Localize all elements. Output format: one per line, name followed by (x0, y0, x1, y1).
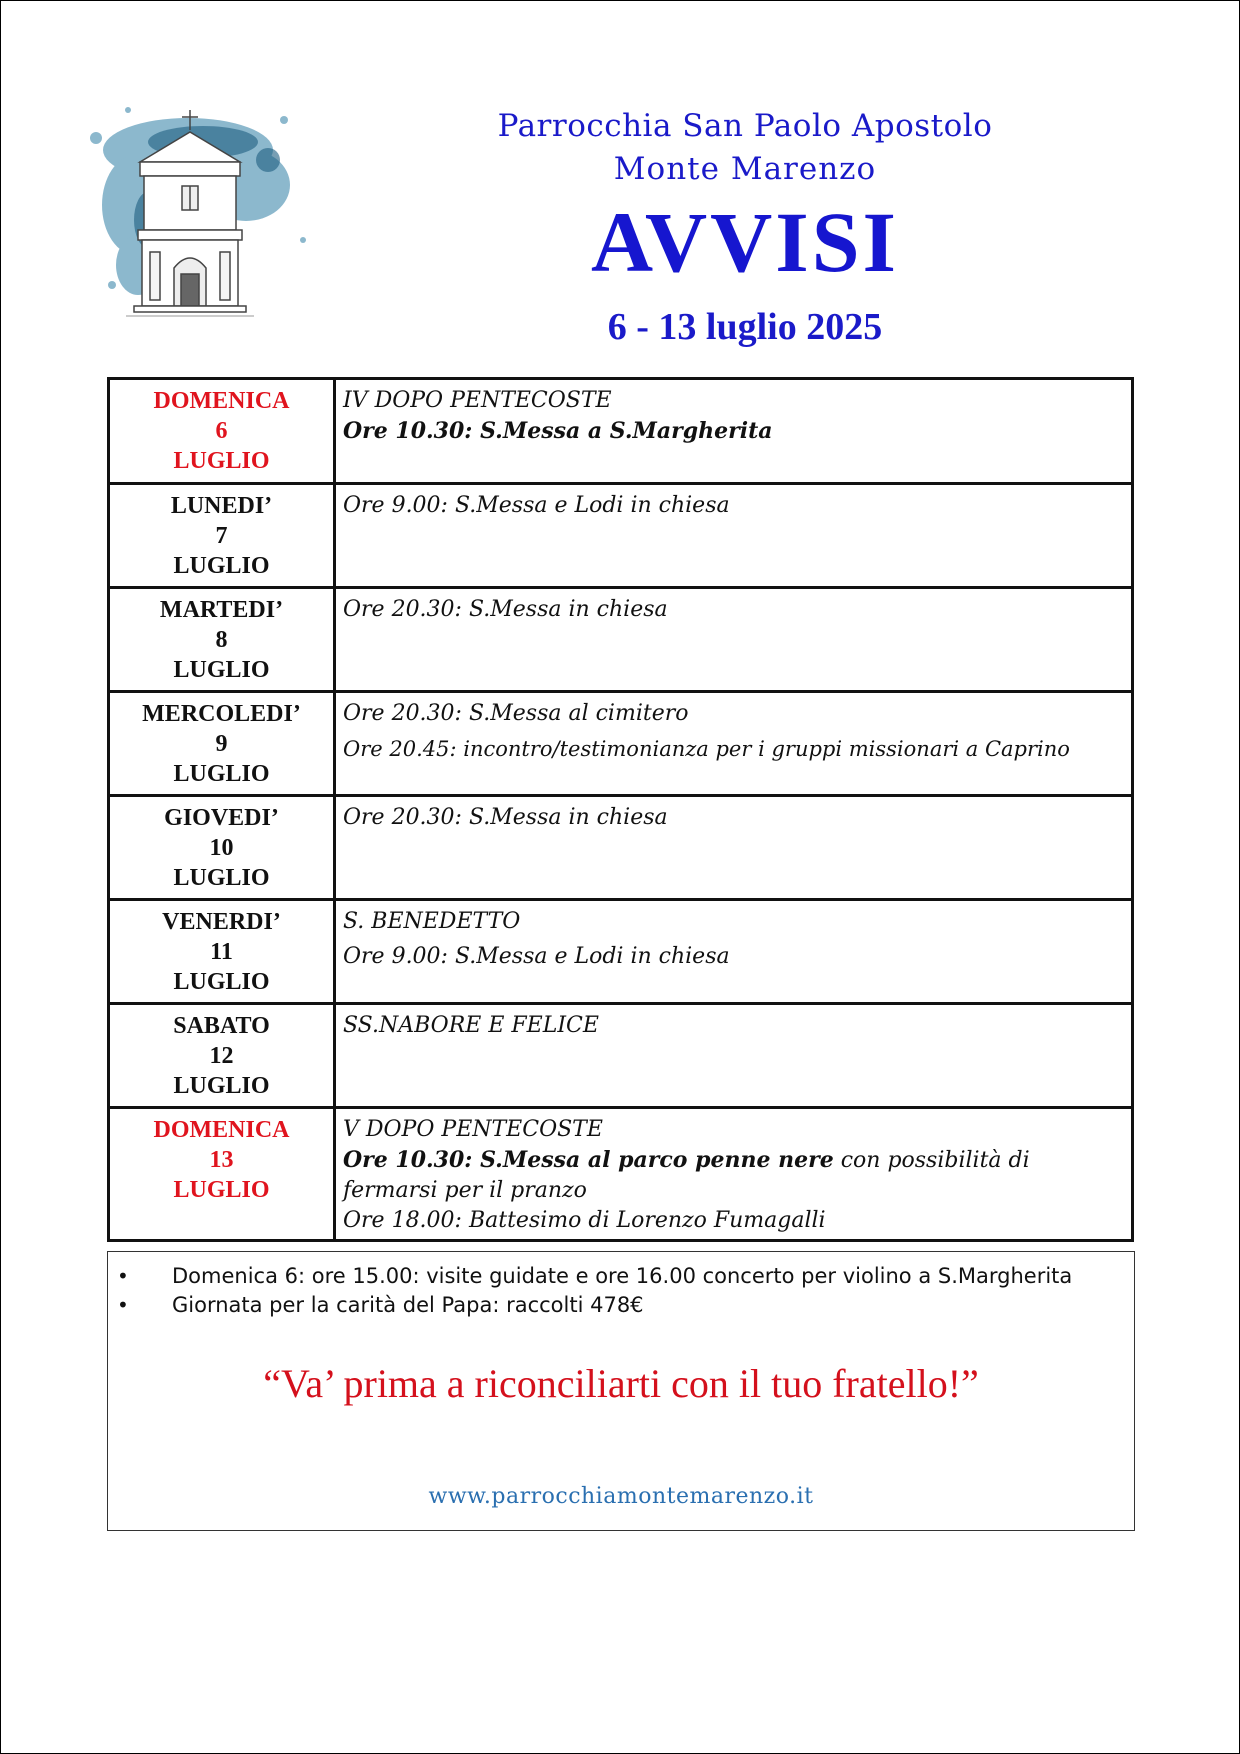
website-link[interactable]: www.parrocchiamontemarenzo.it (428, 1484, 814, 1509)
day-cell (109, 900, 335, 1004)
day-number: 9 (215, 731, 228, 757)
schedule-row (109, 796, 1133, 900)
event-cell (335, 900, 1133, 1004)
month-label: LUGLIO (173, 553, 270, 579)
day-cell (109, 484, 335, 588)
event-line: Ore 20.30: S.Messa in chiesa (343, 597, 668, 622)
month-label: LUGLIO (173, 865, 270, 891)
event-cell (335, 588, 1133, 692)
parish-name: Parrocchia San Paolo Apostolo (497, 108, 993, 144)
month-label: LUGLIO (173, 761, 270, 787)
day-number: 13 (209, 1147, 234, 1173)
day-cell (109, 379, 335, 484)
weekday-label: MARTEDI’ (159, 597, 284, 623)
event-line-mixed (343, 1145, 1125, 1206)
event-line: Ore 20.45: incontro/testimonianza per i gruppi missionari a Caprino (343, 737, 1070, 761)
event-line: Ore 9.00: S.Messa e Lodi in chiesa (343, 493, 730, 518)
schedule-table (107, 377, 1134, 1242)
month-label: LUGLIO (173, 1073, 270, 1099)
event-cell (335, 1004, 1133, 1108)
day-number: 7 (215, 523, 228, 549)
month-label: LUGLIO (173, 1177, 270, 1203)
event-line: IV DOPO PENTECOSTE (343, 388, 612, 413)
event-line: Ore 18.00: Battesimo di Lorenzo Fumagalli (343, 1208, 826, 1233)
schedule-row (109, 1004, 1133, 1108)
event-cell (335, 692, 1133, 796)
church-watercolor-icon (78, 90, 318, 335)
event-cell (335, 796, 1133, 900)
note-item: • Domenica 6: ore 15.00: visite guidate e ore 16.00 concerto per violino a S.Margherita (108, 1262, 1134, 1291)
day-cell (109, 588, 335, 692)
weekday-label: SABATO (173, 1013, 270, 1039)
event-line: Ore 20.30: S.Messa in chiesa (343, 805, 668, 830)
weekday-label: MERCOLEDI’ (142, 701, 301, 727)
event-line: Ore 9.00: S.Messa e Lodi in chiesa (343, 944, 730, 969)
month-label: LUGLIO (173, 969, 270, 995)
schedule-row (109, 900, 1133, 1004)
day-number: 12 (209, 1043, 234, 1069)
event-line: Ore 20.30: S.Messa al cimitero (343, 701, 689, 726)
date-range: 6 - 13 luglio 2025 (607, 306, 883, 348)
event-cell (335, 379, 1133, 484)
parish-town: Monte Marenzo (613, 151, 877, 187)
weekday-label: VENERDI’ (162, 909, 281, 935)
day-number: 10 (209, 835, 234, 861)
notes-box (107, 1251, 1135, 1531)
day-cell (109, 692, 335, 796)
schedule-row (109, 692, 1133, 796)
gospel-quote: “Va’ prima a riconciliarti con il tuo fratello!” (263, 1361, 979, 1406)
schedule-row (109, 484, 1133, 588)
notes-list (108, 1262, 1134, 1320)
page-title: AVVISI (591, 194, 899, 290)
month-label: LUGLIO (173, 448, 270, 474)
day-number: 11 (210, 939, 233, 965)
day-cell (109, 796, 335, 900)
day-cell (109, 1108, 335, 1241)
day-number: 6 (215, 418, 228, 444)
weekday-label: DOMENICA (153, 388, 290, 414)
schedule-row (109, 588, 1133, 692)
day-cell (109, 1004, 335, 1108)
schedule-row (109, 1108, 1133, 1241)
event-cell (335, 484, 1133, 588)
day-number: 8 (215, 627, 228, 653)
schedule-row (109, 379, 1133, 484)
note-item: • Giornata per la carità del Papa: raccolti 478€ (108, 1291, 1134, 1320)
event-cell (335, 1108, 1133, 1241)
event-line: Ore 10.30: S.Messa a S.Margherita (343, 418, 773, 444)
event-line: S. BENEDETTO (343, 909, 521, 934)
event-continuation: con possibilità di fermarsi per il pranzo (343, 1148, 1030, 1203)
weekday-label: LUNEDI’ (170, 493, 273, 519)
header (420, 105, 1070, 349)
event-line: V DOPO PENTECOSTE (343, 1117, 603, 1142)
weekday-label: GIOVEDI’ (164, 805, 279, 831)
weekday-label: DOMENICA (153, 1117, 290, 1143)
event-line: SS.NABORE E FELICE (343, 1013, 599, 1038)
month-label: LUGLIO (173, 657, 270, 683)
event-highlight: Ore 10.30: S.Messa al parco penne nere (343, 1147, 834, 1173)
